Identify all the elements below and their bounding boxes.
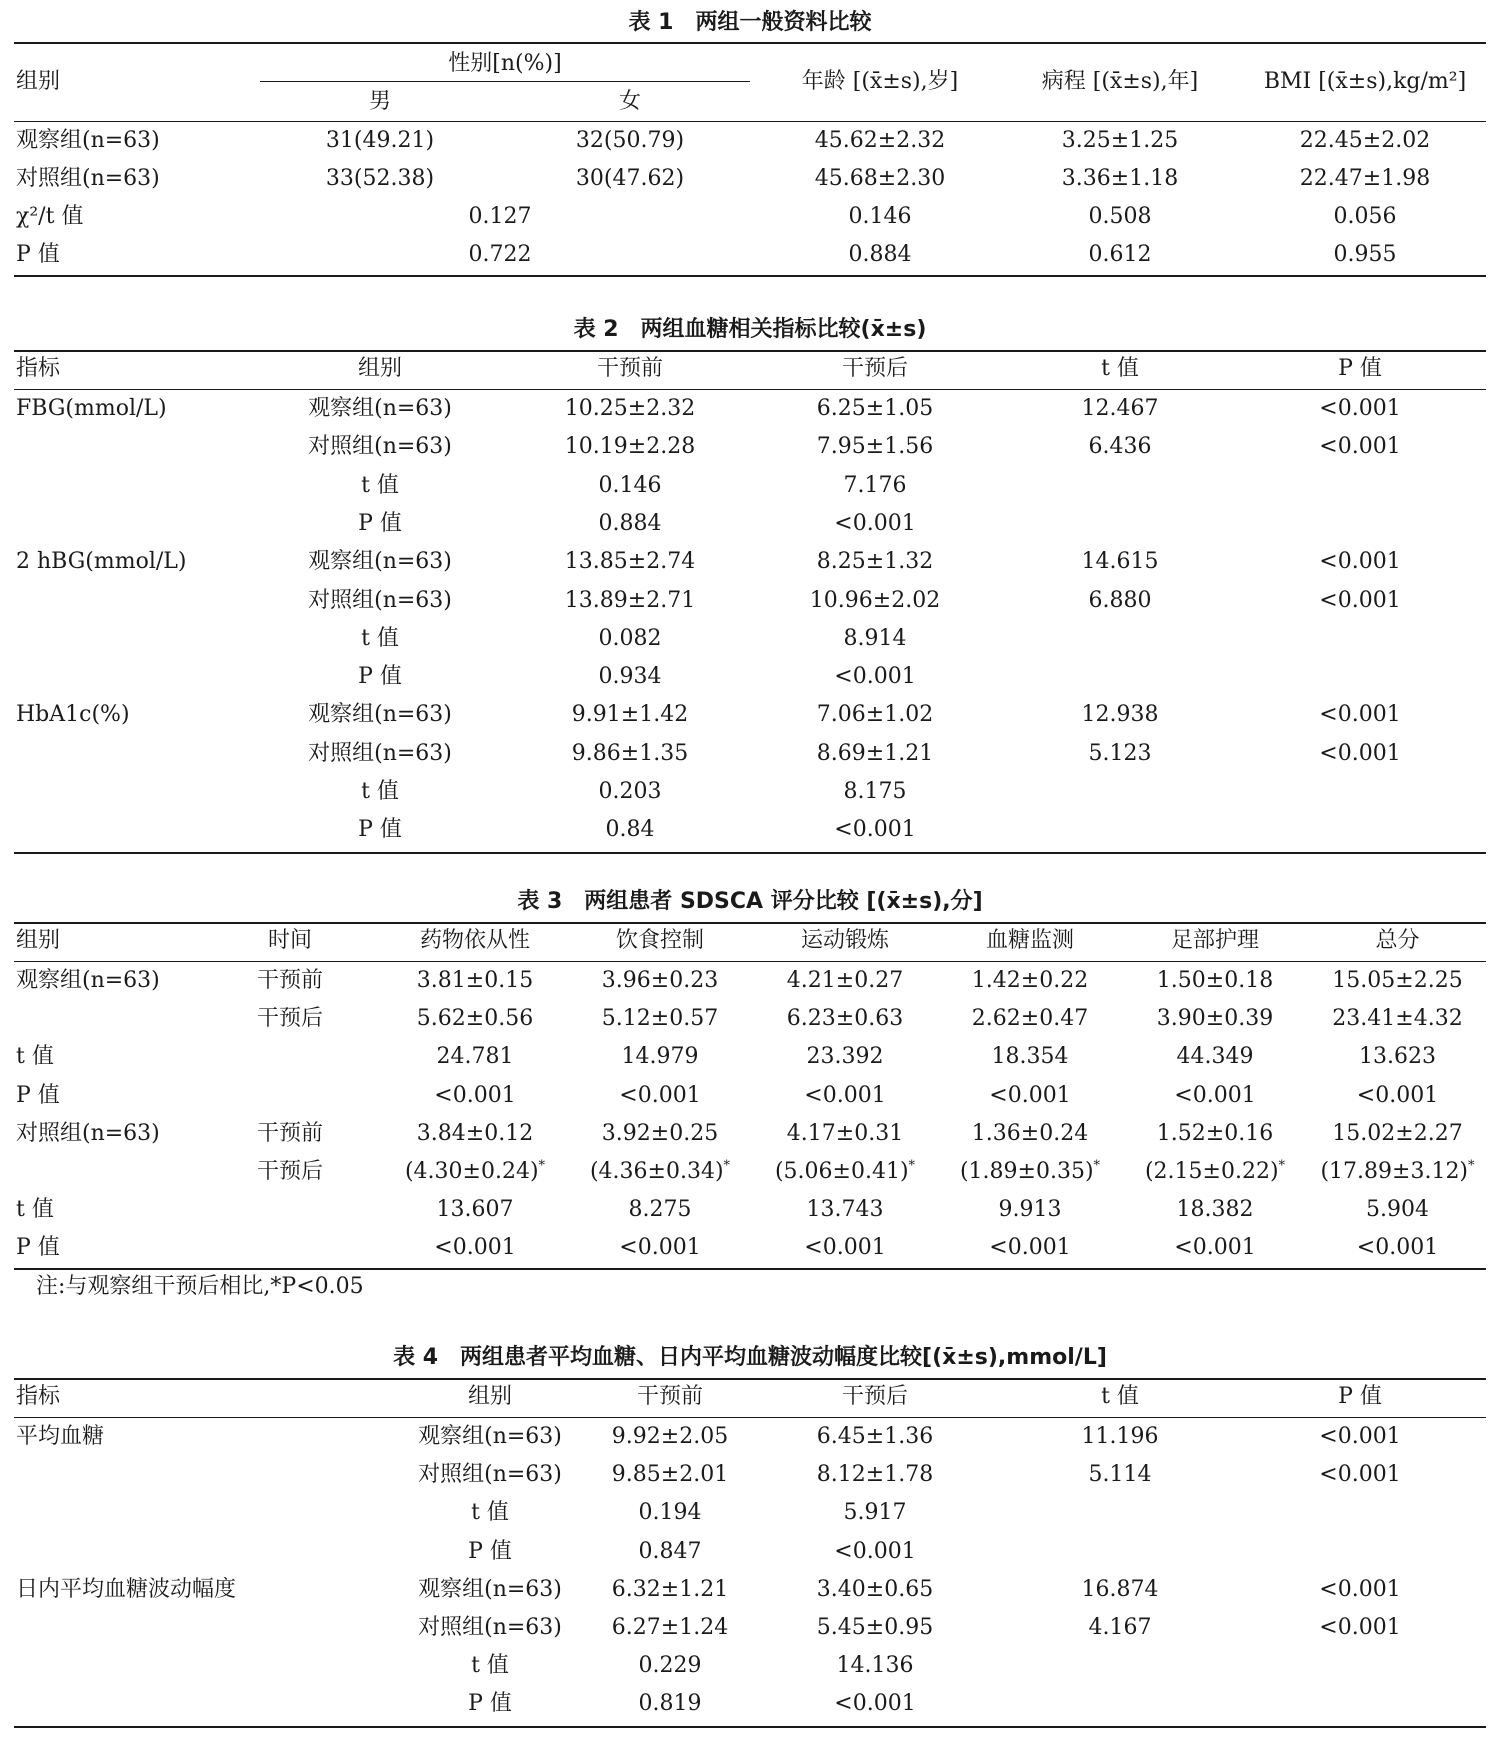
table4-row-cell: 0.819: [638, 1691, 702, 1717]
table1-stat-row-cell: 0.612: [1088, 242, 1152, 267]
table1-row: [0, 161, 1500, 197]
table4-row-cell: 16.874: [1081, 1576, 1159, 1602]
table1-stat-row-cell: 0.884: [848, 242, 912, 267]
table3-header-row-cell: 药物依从性: [419, 928, 530, 953]
table2-row: [0, 583, 1500, 619]
table4-header-rule: [14, 1417, 1486, 1418]
table3-row-cell: 4.17±0.31: [786, 1120, 904, 1146]
table3-row-cell: P 值: [16, 1235, 60, 1261]
table2-row-cell: 观察组(n=63): [308, 702, 452, 728]
table4-row-cell: <0.001: [1319, 1576, 1401, 1602]
table4-row: [0, 1495, 1500, 1531]
table4-row-cell: 6.32±1.21: [611, 1576, 729, 1602]
table4-caption: 表 4 两组患者平均血糖、日内平均血糖波动幅度比较[(x̄±s),mmol/L]: [393, 1345, 1107, 1370]
table3-row: [0, 1078, 1500, 1114]
table2-row-cell: 9.86±1.35: [571, 740, 689, 766]
table2-row: [0, 429, 1500, 465]
table2-row-cell: 8.25±1.32: [816, 549, 934, 575]
table3-row-cell: 干预前: [256, 1120, 323, 1146]
table2-row-cell: FBG(mmol/L): [16, 396, 167, 421]
table1-header-gender: 性别[n(%)]: [448, 51, 562, 76]
table3-row-cell: (2.15±0.22)*: [1144, 1158, 1286, 1184]
table1-row-cell: 3.36±1.18: [1061, 166, 1179, 191]
table4-header-row-cell: 组别: [467, 1384, 512, 1409]
table2-header-row-cell: P 值: [1338, 356, 1382, 381]
table2-row-cell: 13.89±2.71: [564, 587, 696, 613]
table2-row-cell: 12.938: [1081, 702, 1159, 728]
table4-bottom-rule: [14, 1726, 1486, 1728]
table1-row-cell: 32(50.79): [575, 128, 685, 153]
table2-row: [0, 697, 1500, 733]
table3-row-cell: 5.12±0.57: [601, 1006, 719, 1032]
table4-row: [0, 1686, 1500, 1722]
table2-row-cell: 0.934: [598, 664, 662, 690]
table1-stat-row-cell: 0.722: [468, 242, 532, 267]
table3-header-rule: [14, 961, 1486, 962]
table3-row-cell: 23.392: [806, 1044, 884, 1070]
table1-row-cell: 30(47.62): [575, 166, 685, 191]
table1-row-cell: 22.47±1.98: [1299, 166, 1431, 191]
table3-row-cell: 3.96±0.23: [601, 968, 719, 993]
table3-row-cell: <0.001: [434, 1082, 516, 1108]
table4-row-cell: P 值: [468, 1691, 512, 1717]
table4-row-cell: 5.114: [1088, 1462, 1152, 1488]
table4-row-cell: <0.001: [834, 1538, 916, 1564]
table2-row-cell: 7.06±1.02: [816, 702, 934, 728]
table3-row-cell: <0.001: [1356, 1082, 1439, 1108]
table4-row: [0, 1457, 1500, 1493]
table2-row-cell: P 值: [358, 664, 402, 690]
table2-row-cell: t 值: [361, 779, 399, 804]
table3-row: [0, 963, 1500, 999]
table2-row-cell: 2 hBG(mmol/L): [16, 549, 187, 575]
table1-stat-row-cell: 0.508: [1088, 204, 1152, 229]
table4-row-cell: 对照组(n=63): [418, 1615, 562, 1640]
table1-bottom-rule: [14, 275, 1486, 277]
table3-row-cell: 1.42±0.22: [971, 968, 1089, 993]
table3-row-cell: 9.913: [998, 1197, 1062, 1223]
table2-row-cell: 观察组(n=63): [308, 396, 452, 421]
table2-header-row-cell: 组别: [357, 356, 402, 381]
table2-row-cell: 10.25±2.32: [564, 396, 696, 421]
table3-row-cell: <0.001: [1174, 1082, 1256, 1108]
table2-row-cell: <0.001: [1319, 587, 1401, 613]
table3-note: 注:与观察组干预后相比,*P<0.05: [36, 1274, 364, 1299]
table4-row-cell: 14.136: [836, 1653, 914, 1679]
table4-header-row-cell: 指标: [16, 1384, 61, 1409]
table2-row-cell: 6.436: [1088, 434, 1152, 460]
table1-stat-row-cell: χ²/t 值: [16, 204, 84, 229]
table4-row: [0, 1419, 1500, 1455]
table1-row-cell: 对照组(n=63): [16, 166, 160, 191]
table4-row-cell: <0.001: [1319, 1615, 1401, 1640]
table4-header-row-cell: 干预后: [841, 1384, 908, 1409]
table1-header-group: 组别: [16, 69, 61, 94]
table2-header-row-cell: 干预前: [596, 356, 663, 381]
table3-header-row: [0, 923, 1500, 959]
table3-row-cell: 24.781: [436, 1044, 514, 1070]
table1-stat-row-cell: 0.146: [848, 204, 912, 229]
table2-header-row-cell: t 值: [1101, 356, 1139, 381]
table4-row-cell: 6.27±1.24: [611, 1615, 729, 1640]
table3-row-cell: <0.001: [1174, 1235, 1256, 1261]
table2-row-cell: <0.001: [834, 817, 916, 843]
table2-row-cell: t 值: [361, 472, 399, 498]
table1-stat-row-cell: 0.056: [1333, 204, 1397, 229]
table4-row-cell: 11.196: [1081, 1424, 1159, 1449]
table4-row: [0, 1610, 1500, 1646]
table3-row-cell: <0.001: [1356, 1235, 1439, 1261]
table1-stat-row-cell: 0.955: [1333, 242, 1397, 267]
table4-row-cell: 日内平均血糖波动幅度: [16, 1576, 237, 1602]
table1-header-course: 病程 [(x̄±s),年]: [1041, 69, 1199, 94]
table3-row-cell: (5.06±0.41)*: [774, 1158, 916, 1184]
table3-row-cell: 4.21±0.27: [786, 968, 904, 993]
table3-row-cell: 2.62±0.47: [971, 1006, 1089, 1032]
table2-row: [0, 659, 1500, 695]
table3-row-cell: 对照组(n=63): [16, 1120, 160, 1146]
table3-row-cell: 18.382: [1176, 1197, 1254, 1223]
table1-row-cell: 3.25±1.25: [1061, 128, 1179, 153]
table3-row: [0, 1001, 1500, 1037]
table3-row-cell: <0.001: [619, 1235, 701, 1261]
table1-row-cell: 31(49.21): [325, 128, 435, 153]
table3-row-cell: <0.001: [989, 1235, 1071, 1261]
table2-row-cell: 13.85±2.74: [564, 549, 696, 575]
table3-row-cell: 13.607: [436, 1197, 514, 1223]
table4-row-cell: 6.45±1.36: [816, 1424, 934, 1449]
table1-row-cell: 45.62±2.32: [814, 128, 946, 153]
table4-row-cell: <0.001: [1319, 1424, 1401, 1449]
table2-caption: 表 2 两组血糖相关指标比较(x̄±s): [573, 317, 927, 342]
table1-row: [0, 123, 1500, 159]
table4-row-cell: 9.92±2.05: [611, 1424, 729, 1449]
table3-row-cell: <0.001: [989, 1082, 1071, 1108]
table3-row-cell: 干预前: [256, 968, 323, 993]
table2-row: [0, 736, 1500, 772]
table4-row-cell: 3.40±0.65: [816, 1576, 934, 1602]
table1-stat-row: [0, 237, 1500, 273]
table4-row-cell: 0.194: [638, 1500, 702, 1526]
table4-header-row-cell: t 值: [1101, 1384, 1139, 1409]
table3-row: [0, 1116, 1500, 1152]
table2-header-row-cell: 指标: [16, 356, 61, 381]
table2-row-cell: 对照组(n=63): [308, 740, 452, 766]
table4-row-cell: <0.001: [1319, 1462, 1401, 1488]
table2-row-cell: 5.123: [1088, 740, 1152, 766]
table2-row: [0, 812, 1500, 848]
table1-row-cell: 观察组(n=63): [16, 128, 160, 153]
table3-header-row-cell: 足部护理: [1170, 928, 1259, 953]
table3-row-cell: 15.02±2.27: [1332, 1120, 1463, 1146]
table3-row-cell: 5.62±0.56: [416, 1006, 534, 1032]
table2-row: [0, 506, 1500, 542]
table4-row: [0, 1572, 1500, 1608]
table4-header-row: [0, 1379, 1500, 1415]
table2-row-cell: 8.175: [843, 779, 907, 804]
table3-header-row-cell: 总分: [1375, 928, 1420, 953]
table3-row-cell: 23.41±4.32: [1332, 1006, 1463, 1032]
table2-row-cell: <0.001: [1319, 740, 1401, 766]
table4-header-row-cell: 干预前: [636, 1384, 703, 1409]
table3-row-cell: 3.90±0.39: [1156, 1006, 1274, 1032]
table2-row-cell: 10.96±2.02: [809, 587, 941, 613]
table4-row-cell: <0.001: [834, 1691, 916, 1717]
table2-row-cell: 9.91±1.42: [571, 702, 689, 728]
table3-row: [0, 1230, 1500, 1266]
table2-row-cell: 0.082: [598, 625, 662, 651]
table4-row-cell: 4.167: [1088, 1615, 1152, 1640]
table3-header-row-cell: 血糖监测: [985, 928, 1074, 953]
table2-row-cell: 0.146: [598, 472, 662, 498]
table1-caption: 表 1 两组一般资料比较: [628, 10, 872, 35]
table3-row-cell: 3.84±0.12: [416, 1120, 534, 1146]
table3-row-cell: 6.23±0.63: [786, 1006, 904, 1032]
table1-row-cell: 45.68±2.30: [814, 166, 946, 191]
table2-row-cell: P 值: [358, 817, 402, 843]
table2-header-row: [0, 351, 1500, 387]
table3-row-cell: (1.89±0.35)*: [959, 1158, 1101, 1184]
table2-row-cell: 8.69±1.21: [816, 740, 934, 766]
table4-row-cell: 5.45±0.95: [816, 1615, 934, 1640]
table3-row-cell: t 值: [16, 1044, 54, 1070]
table3-row: [0, 1039, 1500, 1075]
table2-row-cell: <0.001: [1319, 549, 1401, 575]
table1-row-cell: 22.45±2.02: [1299, 128, 1431, 153]
table1-stat-row-cell: 0.127: [468, 204, 532, 229]
table3-row-cell: (4.36±0.34)*: [589, 1158, 731, 1184]
table2-row: [0, 468, 1500, 504]
table2-row: [0, 774, 1500, 810]
table3-row-cell: <0.001: [804, 1235, 886, 1261]
table4-row-cell: 观察组(n=63): [418, 1424, 562, 1449]
table3-bottom-rule: [14, 1268, 1486, 1270]
table2-row-cell: P 值: [358, 510, 402, 536]
table2-row-cell: 6.880: [1088, 587, 1152, 613]
table3-header-row-cell: 组别: [16, 928, 61, 953]
table2-row-cell: <0.001: [834, 664, 916, 690]
table2-header-row-cell: 干预后: [841, 356, 908, 381]
table3-row-cell: 观察组(n=63): [16, 968, 160, 993]
table2-row-cell: 6.25±1.05: [816, 396, 934, 421]
table2-row-cell: 7.95±1.56: [816, 434, 934, 460]
table3-row: [0, 1154, 1500, 1190]
table3-row-cell: (17.89±3.12)*: [1320, 1158, 1475, 1184]
table2-row-cell: 0.884: [598, 510, 662, 536]
table3-row-cell: 44.349: [1176, 1044, 1254, 1070]
table2-row: [0, 544, 1500, 580]
table4-row-cell: t 值: [471, 1653, 509, 1679]
table3-row-cell: 18.354: [991, 1044, 1069, 1070]
table3-row-cell: 干预后: [256, 1159, 323, 1184]
table3-caption: 表 3 两组患者 SDSCA 评分比较 [(x̄±s),分]: [517, 889, 983, 914]
table4-header-row-cell: P 值: [1338, 1384, 1382, 1409]
table3-header-row-cell: 运动锻炼: [800, 928, 889, 953]
table2-row-cell: HbA1c(%): [16, 702, 130, 728]
table2-header-rule: [14, 389, 1486, 390]
table2-row-cell: 对照组(n=63): [308, 434, 452, 460]
table2-row-cell: <0.001: [834, 510, 916, 536]
table3-row-cell: <0.001: [619, 1082, 701, 1108]
table3-header-row-cell: 饮食控制: [615, 928, 704, 953]
table1-header-male: 男: [368, 89, 391, 114]
table4-row-cell: 观察组(n=63): [418, 1576, 562, 1602]
table2-row-cell: 0.203: [598, 779, 662, 804]
table4-row-cell: t 值: [471, 1500, 509, 1526]
table2-row-cell: 10.19±2.28: [564, 434, 696, 460]
table4-row-cell: 平均血糖: [16, 1424, 105, 1449]
table2-row-cell: t 值: [361, 625, 399, 651]
table2-row-cell: 0.84: [605, 817, 655, 843]
table1-header-bmi: BMI [(x̄±s),kg/m²]: [1263, 69, 1467, 94]
table2-bottom-rule: [14, 852, 1486, 854]
table3-row-cell: 3.81±0.15: [416, 968, 534, 993]
table3-row-cell: 5.904: [1366, 1197, 1429, 1223]
table3-row-cell: (4.30±0.24)*: [404, 1158, 546, 1184]
table3-row-cell: 干预后: [256, 1006, 323, 1032]
table2-row-cell: <0.001: [1319, 396, 1401, 421]
table1-header-female: 女: [618, 89, 641, 114]
table3-row-cell: 1.36±0.24: [971, 1120, 1089, 1146]
table1-row-cell: 33(52.38): [325, 166, 435, 191]
table3-row-cell: 13.623: [1359, 1044, 1436, 1070]
table3-row-cell: P 值: [16, 1082, 60, 1108]
table4-row-cell: 对照组(n=63): [418, 1462, 562, 1488]
table4-row-cell: 9.85±2.01: [611, 1462, 729, 1488]
table3-row-cell: 14.979: [621, 1044, 699, 1070]
table2-row-cell: 12.467: [1081, 396, 1159, 421]
table2-row-cell: 8.914: [843, 625, 907, 651]
table3-row-cell: t 值: [16, 1197, 54, 1223]
table4-row-cell: 8.12±1.78: [816, 1462, 934, 1488]
table3-row-cell: 1.52±0.16: [1156, 1120, 1274, 1146]
table2-row-cell: <0.001: [1319, 434, 1401, 460]
table2-row-cell: 14.615: [1081, 549, 1159, 575]
table2-row-cell: 对照组(n=63): [308, 587, 452, 613]
table4-row-cell: 5.917: [843, 1500, 907, 1526]
table2-row-cell: 7.176: [843, 472, 907, 498]
table3-row-cell: 3.92±0.25: [601, 1120, 719, 1146]
table2-row: [0, 621, 1500, 657]
table1-header-age: 年龄 [(x̄±s),岁]: [801, 69, 959, 94]
table4-row: [0, 1648, 1500, 1684]
table1-gender-rule: [260, 81, 750, 82]
table4-row: [0, 1534, 1500, 1570]
table1-stat-row-cell: P 值: [16, 242, 60, 267]
table3-row-cell: 15.05±2.25: [1332, 968, 1463, 993]
table3-row-cell: <0.001: [804, 1082, 886, 1108]
table2-row-cell: 观察组(n=63): [308, 549, 452, 575]
table3-header-row-cell: 时间: [267, 928, 312, 953]
table4-row-cell: P 值: [468, 1538, 512, 1564]
table2-row: [0, 391, 1500, 427]
table4-row-cell: 0.229: [638, 1653, 702, 1679]
table1-stat-row: [0, 199, 1500, 235]
table3-row-cell: <0.001: [434, 1235, 516, 1261]
table3-row: [0, 1192, 1500, 1228]
table2-row-cell: <0.001: [1319, 702, 1401, 728]
table4-row-cell: 0.847: [638, 1538, 702, 1564]
table1-top-rule: [14, 42, 1486, 44]
table3-row-cell: 13.743: [806, 1197, 884, 1223]
table3-row-cell: 8.275: [628, 1197, 692, 1223]
table1-header-rule: [14, 121, 1486, 122]
table3-row-cell: 1.50±0.18: [1156, 968, 1274, 993]
